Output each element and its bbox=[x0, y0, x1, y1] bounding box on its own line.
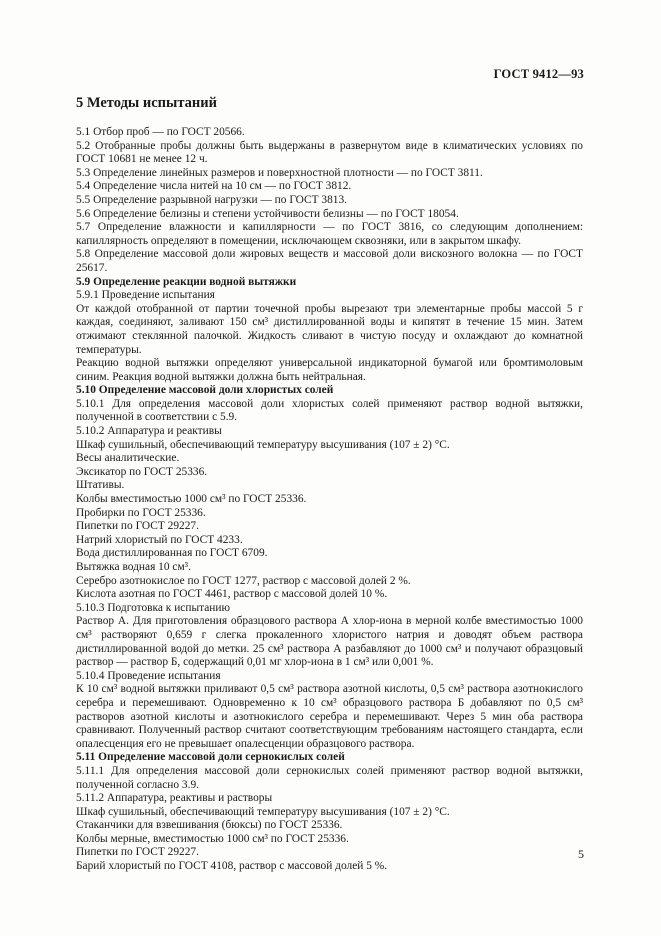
paragraph: Эксикатор по ГОСТ 25336. bbox=[76, 465, 208, 478]
paragraph: К 10 см³ водной вытяжки приливают 0,5 см³ раствора азотной кислоты, 0,5 см³ раствора азотнокислого серебра и перемешивают. Одновременно к 10 см³ образцового раствора Б добавляют по 0,5 см³ растворов азотной кислоты и азотнокислого серебра и перемешивают. Через 5 мин оба раствора сравнивают. Полученный раствор считают соответствующим требованиям настоящего стандарта, если опалесценция его не превышает опалесценции образцового раствора. bbox=[76, 683, 583, 750]
paragraph: 5.10.4 Проведение испытания bbox=[76, 669, 221, 682]
paragraph: 5.7 Определение влажности и капиллярности — по ГОСТ 3816, со следующим дополнением: капиллярность определяют в помещении, исключающем сквозняки, или в закрытом шкафу. bbox=[76, 221, 583, 247]
paragraph: Серебро азотнокислое по ГОСТ 1277, раствор с массовой долей 2 %. bbox=[76, 574, 411, 587]
paragraph: Пробирки по ГОСТ 25336. bbox=[76, 506, 206, 519]
paragraph: Шкаф сушильный, обеспечивающий температуру высушивания (107 ± 2) °С. bbox=[76, 438, 450, 451]
page-number: 5 bbox=[578, 847, 584, 861]
paragraph: 5.10.1 Для определения массовой доли хлористых солей применяют раствор водной вытяжки, полученной в соответствии с 5.9. bbox=[76, 397, 583, 424]
paragraph: 5.10.3 Подготовка к испытанию bbox=[76, 601, 230, 614]
document-body bbox=[76, 126, 583, 874]
paragraph: Колбы мерные, вместимостью 1000 см³ по ГОСТ 25336. bbox=[76, 832, 349, 845]
paragraph: Пипетки по ГОСТ 29227. bbox=[76, 846, 199, 859]
paragraph: 5.4 Определение числа нитей на 10 см — по ГОСТ 3812. bbox=[76, 180, 352, 193]
paragraph: Барий хлористый по ГОСТ 4108, раствор с массовой долей 5 %. bbox=[76, 860, 388, 873]
paragraph: 5.11.1 Для определения массовой доли сернокислых солей применяют раствор водной вытяжки, полученной согласно 3.9. bbox=[76, 764, 583, 791]
paragraph: 5.10.2 Аппаратура и реактивы bbox=[76, 425, 222, 438]
paragraph: 5.11.2 Аппаратура, реактивы и растворы bbox=[76, 792, 273, 805]
paragraph: Колбы вместимостью 1000 см³ по ГОСТ 25336. bbox=[76, 493, 307, 506]
subsection-heading: 5.10 Определение массовой доли хлористых солей bbox=[76, 384, 334, 397]
section-title: 5 Методы испытаний bbox=[76, 95, 217, 111]
document-code: ГОСТ 9412—93 bbox=[493, 67, 584, 81]
paragraph: Кислота азотная по ГОСТ 4461, раствор с массовой долей 10 %. bbox=[76, 588, 388, 601]
paragraph: Штативы. bbox=[76, 479, 125, 492]
paragraph: 5.5 Определение разрывной нагрузки — по ГОСТ 3813. bbox=[76, 193, 348, 206]
paragraph: От каждой отобранной от партии точечной пробы вырезают три элементарные пробы массой 5 г каждая, соединяют, заливают 150 см³ дистиллированной воды и кипятят в течение 15 мин. Затем отжимают стеклянной палочкой. Жидкость сливают в чистую посуду и охлаждают до комнатной температуры. bbox=[76, 302, 583, 356]
paragraph: Раствор А. Для приготовления образцового раствора А хлор-иона в мерной колбе вместимостью 1000 см³ растворяют 0,659 г слегка прокаленного хлористого натрия и доводят объем раствора дистиллированной водой до метки. 25 см³ раствора А разбавляют до 1000 см³ и получают образцовый раствор — раствор Б, содержащий 0,01 мг хлор-иона в 1 см³ или 0,001 %. bbox=[76, 615, 583, 669]
paragraph: 5.9.1 Проведение испытания bbox=[76, 289, 215, 302]
paragraph: 5.6 Определение белизны и степени устойчивости белизны — по ГОСТ 18054. bbox=[76, 207, 459, 220]
paragraph: 5.2 Отобранные пробы должны быть выдержаны в развернутом виде в климатических условиях по ГОСТ 10681 не менее 12 ч. bbox=[76, 139, 583, 166]
paragraph: Вода дистиллированная по ГОСТ 6709. bbox=[76, 547, 268, 560]
paragraph: Натрий хлористый по ГОСТ 4233. bbox=[76, 533, 243, 546]
paragraph: Вытяжка водная 10 см³. bbox=[76, 561, 191, 573]
paragraph: 5.1 Отбор проб — по ГОСТ 20566. bbox=[76, 126, 245, 138]
subsection-heading: 5.9 Определение реакции водной вытяжки bbox=[76, 275, 297, 288]
paragraph: 5.8 Определение массовой доли жировых веществ и массовой доли вискозного волокна — по ГОСТ 25617. bbox=[76, 248, 583, 274]
paragraph: Шкаф сушильный, обеспечивающий температуру высушивания (107 ± 2) °С. bbox=[76, 805, 450, 818]
paragraph: Стаканчики для взвешивания (бюксы) по ГОСТ 25336. bbox=[76, 819, 343, 832]
paragraph: Реакцию водной вытяжки определяют универсальной индикаторной бумагой или бромтимоловым синим. Реакция водной вытяжки должна быть нейтральная. bbox=[76, 357, 583, 383]
subsection-heading: 5.11 Определение массовой доли сернокислых солей bbox=[76, 751, 345, 764]
paragraph: Весы аналитические. bbox=[76, 452, 180, 465]
paragraph: Пипетки по ГОСТ 29227. bbox=[76, 520, 199, 533]
paragraph: 5.3 Определение линейных размеров и поверхностной плотности — по ГОСТ 3811. bbox=[76, 166, 483, 179]
